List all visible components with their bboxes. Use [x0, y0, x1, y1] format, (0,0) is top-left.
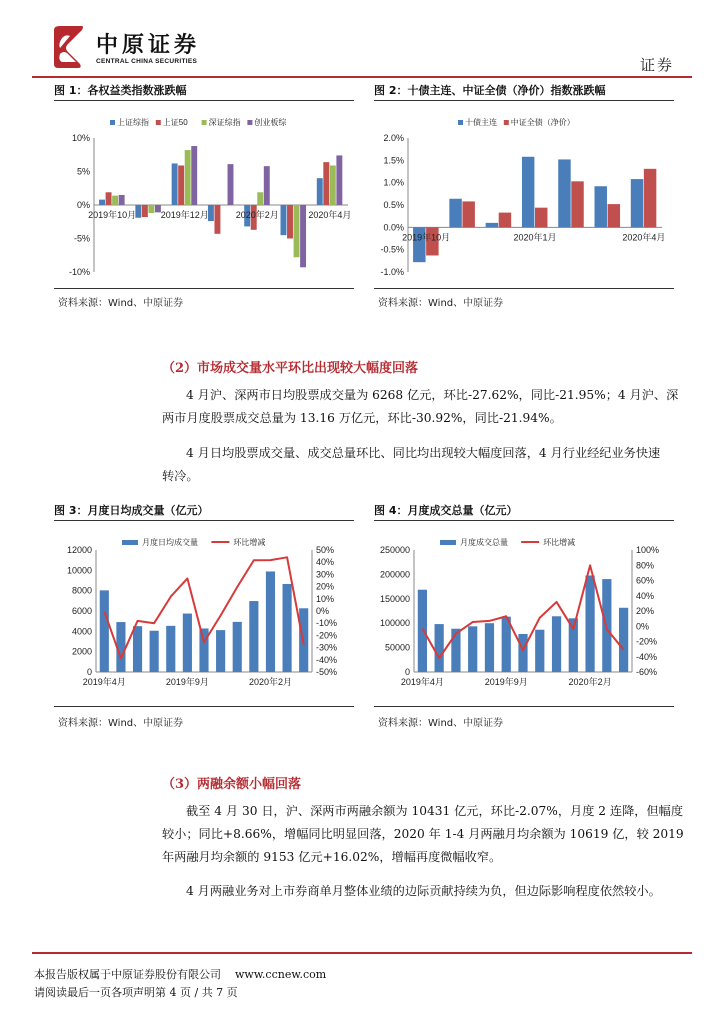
x-tick-fig4-1: 2019年9月	[484, 677, 528, 687]
y-tick-fig2-6: -1.0%	[380, 267, 404, 277]
x-tick-fig1-3: 2020年4月	[308, 210, 352, 220]
y-tick-left-fig4-5: 0	[404, 667, 410, 677]
x-tick-fig1-1: 2019年12月	[160, 210, 209, 220]
bar-fig1-深证综指-2019年10月	[112, 196, 118, 205]
y-tick-left-fig4-3: 100000	[379, 618, 410, 629]
x-tick-fig3-2: 2020年2月	[248, 677, 292, 687]
y-tick-right-fig3-4: 10%	[316, 593, 335, 604]
x-tick-fig4-0: 2019年4月	[400, 677, 444, 687]
bar-fig1-上证综指-2020年3月	[281, 205, 287, 235]
bar-fig1-创业板综-2020年3月	[300, 205, 306, 267]
y-tick-right-fig4-0: 100%	[636, 545, 660, 555]
legend-swatch-fig4-bar	[440, 540, 456, 545]
bar-fig4-2019年5月	[435, 624, 444, 672]
bar-fig1-创业板综-2019年10月	[119, 195, 125, 205]
bar-fig4-2019年10月	[518, 634, 527, 672]
bar-fig1-上证综指-2019年11月	[135, 205, 141, 218]
legend-swatch-fig3-bar	[122, 540, 138, 545]
legend-swatch-fig1-1	[156, 120, 161, 125]
bar-fig4-2019年12月	[552, 616, 561, 672]
y-tick-right-fig3-3: 20%	[316, 581, 335, 592]
fig1-source: 资料来源：Wind、中原证券	[58, 298, 184, 309]
bar-fig2-中证全债（净价）-2020年1月	[535, 208, 547, 228]
legend-label-fig3-line: 环比增减	[233, 538, 266, 547]
bar-fig2-中证全债（净价）-2020年3月	[608, 204, 620, 227]
y-tick-left-fig3-0: 12000	[66, 545, 92, 555]
fig2-title: 图 2：十债主连、中证全债（净价）指数涨跌幅	[374, 84, 606, 97]
section-label: 证券	[640, 56, 675, 74]
fig1-chart	[54, 104, 354, 284]
y-tick-right-fig4-7: -40%	[636, 651, 658, 662]
bar-fig3-2019年8月	[166, 626, 175, 672]
footer-rule	[32, 952, 692, 954]
legend-label-fig1-2: 深证综指	[208, 118, 241, 127]
y-tick-fig2-3: 0.5%	[383, 200, 404, 210]
x-tick-fig3-1: 2019年9月	[165, 677, 209, 687]
y-tick-left-fig3-2: 8000	[71, 585, 92, 596]
bar-fig3-2019年6月	[133, 626, 142, 672]
section3-p1-line2: 较小；同比+8.66%，增幅同比明显回落，2020 年 1-4 月两融月均余额为 10619 亿，较 2019	[162, 827, 684, 841]
company-logo	[48, 24, 88, 70]
bar-fig2-十债主连-2020年1月	[522, 157, 534, 228]
section2-heading: （2）市场成交量水平环比出现较大幅度回落	[162, 361, 419, 376]
y-tick-right-fig3-2: 30%	[316, 569, 335, 580]
y-tick-fig1-2: 0%	[76, 200, 90, 210]
bar-fig4-2019年4月	[418, 590, 427, 672]
fig3-source: 资料来源：Wind、中原证券	[58, 718, 184, 729]
bar-fig2-中证全债（净价）-2019年12月	[499, 213, 511, 228]
y-tick-left-fig3-4: 4000	[71, 626, 92, 637]
fig4-source: 资料来源：Wind、中原证券	[378, 718, 504, 729]
y-tick-fig1-1: 5%	[76, 166, 90, 177]
bar-fig2-中证全债（净价）-2020年4月	[644, 169, 656, 228]
legend-swatch-fig1-0	[110, 120, 115, 125]
bar-fig3-2019年7月	[150, 631, 159, 672]
bar-fig3-2019年11月	[216, 630, 225, 672]
y-tick-right-fig4-3: 40%	[636, 590, 655, 601]
y-tick-left-fig3-6: 0	[86, 667, 92, 677]
bar-fig4-2019年7月	[468, 626, 477, 672]
section2-paragraph-1	[162, 384, 692, 430]
bar-fig1-深证综指-2020年3月	[294, 205, 300, 257]
y-tick-right-fig3-10: -50%	[316, 667, 338, 677]
y-tick-fig2-2: 1.0%	[383, 177, 404, 188]
fig2-top-rule	[374, 100, 674, 101]
bar-fig2-十债主连-2019年11月	[449, 199, 461, 228]
y-tick-right-fig3-0: 50%	[316, 545, 335, 555]
bar-fig1-上证50-2020年3月	[287, 205, 293, 239]
bar-fig2-十债主连-2019年12月	[486, 223, 498, 227]
bar-fig1-创业板综-2019年12月	[191, 146, 197, 205]
legend-swatch-fig1-2	[202, 120, 207, 125]
bar-fig3-2019年10月	[199, 628, 208, 672]
fig3-title: 图 3：月度日均成交量（亿元）	[54, 504, 209, 517]
company-name-cn: 中原证券	[96, 32, 201, 58]
bar-fig4-2020年2月	[585, 575, 594, 672]
y-tick-left-fig3-3: 6000	[71, 606, 92, 616]
bar-fig1-上证50-2019年11月	[142, 205, 148, 217]
bar-fig4-2020年4月	[619, 608, 628, 672]
bar-fig3-2019年4月	[100, 590, 109, 672]
fig1-title: 图 1：各权益类指数涨跌幅	[54, 84, 187, 97]
y-tick-right-fig3-7: -20%	[316, 630, 338, 641]
fig4-title: 图 4：月度成交总量（亿元）	[374, 504, 518, 517]
legend-label-fig1-1: 上证50	[162, 118, 188, 127]
fig1-top-rule	[54, 100, 354, 101]
section2-p1-line2: 两市月度股票成交总量为 13.16 万亿元，环比-30.92%，同比-21.94%。	[162, 411, 562, 425]
legend-label-fig2-0: 十债主连	[465, 118, 497, 127]
section3-p1-line1: 截至 4 月 30 日，沪、深两市两融余额为 10431 亿元，环比-2.07%，月度 2 连降，但幅度	[186, 804, 684, 818]
x-tick-fig4-2: 2020年2月	[568, 677, 612, 687]
y-tick-right-fig3-1: 40%	[316, 557, 335, 568]
bar-fig1-创业板综-2020年4月	[336, 155, 342, 205]
fig1-bottom-rule	[54, 288, 354, 289]
bar-fig1-创业板综-2020年1月	[228, 164, 234, 205]
bar-fig4-2019年11月	[535, 630, 544, 672]
footer-page-info: 请阅读最后一页各项声明第 4 页 / 共 7 页	[34, 986, 238, 999]
bar-fig3-2020年1月	[249, 601, 258, 672]
y-tick-right-fig4-2: 60%	[636, 575, 655, 586]
legend-label-fig1-0: 上证综指	[117, 118, 149, 127]
y-tick-fig2-4: 0.0%	[383, 222, 404, 233]
bar-fig4-2019年8月	[485, 623, 494, 672]
section2-p1-line1: 4 月沪、深两市日均股票成交量为 6268 亿元，环比-27.62%，同比-21.95%；4 月沪、深	[186, 388, 679, 402]
bar-fig1-深证综指-2019年11月	[148, 205, 154, 213]
bar-fig1-创业板综-2020年2月	[264, 166, 270, 205]
y-tick-right-fig4-4: 20%	[636, 606, 655, 616]
legend-label-fig3-bar: 月度日均成交量	[142, 538, 198, 547]
y-tick-right-fig4-5: 0%	[636, 621, 650, 632]
bar-fig1-上证综指-2019年12月	[172, 163, 178, 205]
bar-fig1-上证50-2019年12月	[178, 165, 184, 205]
bar-fig3-2020年2月	[266, 571, 275, 672]
section2-p2-line1: 4 月日均股票成交量、成交总量环比、同比均出现较大幅度回落，4 月行业经纪业务快速	[186, 446, 661, 460]
y-tick-right-fig3-6: -10%	[316, 618, 338, 629]
bar-fig3-2020年3月	[283, 584, 292, 672]
y-tick-right-fig4-1: 80%	[636, 560, 655, 571]
x-tick-fig2-1: 2020年1月	[513, 232, 557, 243]
bar-fig2-十债主连-2020年4月	[631, 179, 643, 227]
bar-fig1-深证综指-2020年1月	[221, 205, 227, 206]
y-tick-left-fig3-5: 2000	[71, 646, 92, 657]
y-tick-left-fig3-1: 10000	[66, 565, 92, 576]
fig4-bottom-rule	[374, 706, 674, 707]
y-tick-fig1-0: 10%	[71, 133, 90, 143]
fig3-top-rule	[54, 520, 354, 521]
y-tick-right-fig3-9: -40%	[316, 654, 338, 665]
bar-fig1-深证综指-2020年4月	[330, 165, 336, 205]
y-tick-right-fig4-6: -20%	[636, 636, 658, 647]
section3-heading: （3）两融余额小幅回落	[162, 777, 302, 792]
y-tick-left-fig4-0: 250000	[379, 545, 410, 555]
x-tick-fig1-2: 2020年2月	[235, 210, 279, 220]
legend-label-fig4-line: 环比增减	[543, 538, 576, 547]
legend-label-fig4-bar: 月度成交总量	[460, 538, 508, 547]
legend-label-fig1-3: 创业板综	[254, 118, 287, 127]
y-tick-fig1-4: -10%	[68, 267, 90, 277]
fig3-chart	[54, 528, 354, 698]
section3-p1-line3: 年两融月均余额的 9153 亿元+16.02%，增幅再度微幅收窄。	[162, 850, 502, 864]
section3-p2-line1: 4 月两融业务对上市券商单月整体业绩的边际贡献持续为负，但边际影响程度依然较小。	[186, 884, 661, 898]
bar-fig1-上证综指-2020年4月	[317, 178, 323, 205]
bar-fig1-上证50-2019年10月	[106, 192, 112, 205]
bar-fig1-上证50-2020年1月	[214, 205, 220, 234]
fig4-top-rule	[374, 520, 674, 521]
x-tick-fig2-0: 2019年10月	[402, 232, 451, 243]
fig2-bottom-rule	[374, 288, 674, 289]
bar-fig2-中证全债（净价）-2020年2月	[571, 181, 583, 227]
legend-swatch-fig2-0	[458, 120, 463, 125]
bar-fig3-2019年12月	[233, 622, 242, 672]
bar-fig1-深证综指-2019年12月	[185, 150, 191, 205]
y-tick-fig2-1: 1.5%	[383, 155, 404, 166]
y-tick-fig2-5: -0.5%	[380, 244, 404, 255]
fig2-source: 资料来源：Wind、中原证券	[378, 298, 504, 309]
y-tick-left-fig4-4: 50000	[384, 642, 410, 653]
bar-fig1-上证50-2020年4月	[323, 162, 329, 205]
bar-fig3-2019年9月	[183, 614, 192, 672]
bar-fig2-中证全债（净价）-2019年11月	[462, 201, 474, 227]
bar-fig1-上证综指-2020年1月	[208, 205, 214, 221]
x-tick-fig1-0: 2019年10月	[88, 210, 137, 220]
x-tick-fig3-0: 2019年4月	[82, 677, 126, 687]
footer-copyright: 本报告版权属于中原证券股份有限公司 www.ccnew.com	[34, 968, 327, 981]
section2-p2-line2: 转冷。	[162, 469, 199, 483]
legend-swatch-fig2-1	[504, 120, 509, 125]
y-tick-right-fig4-8: -60%	[636, 667, 658, 677]
y-tick-right-fig3-5: 0%	[316, 606, 330, 616]
y-tick-left-fig4-1: 200000	[379, 569, 410, 580]
fig4-chart	[374, 528, 674, 698]
company-name-en: CENTRAL CHINA SECURITIES	[96, 58, 198, 65]
y-tick-fig2-0: 2.0%	[383, 133, 404, 143]
legend-label-fig2-1: 中证全债（净价）	[510, 118, 575, 127]
bar-fig1-上证综指-2019年10月	[99, 200, 105, 205]
legend-swatch-fig1-3	[247, 120, 252, 125]
y-tick-fig1-3: -5%	[73, 233, 90, 244]
x-tick-fig2-2: 2020年4月	[622, 232, 666, 243]
y-tick-right-fig3-8: -30%	[316, 642, 338, 653]
fig3-bottom-rule	[54, 706, 354, 707]
bar-fig1-深证综指-2020年2月	[257, 192, 263, 205]
section3-paragraph-1	[162, 800, 692, 869]
section2-paragraph-2	[162, 442, 692, 488]
section3-paragraph-2	[162, 880, 692, 903]
y-tick-left-fig4-2: 150000	[379, 593, 410, 604]
bar-fig2-十债主连-2020年3月	[595, 186, 607, 227]
fig2-chart	[374, 104, 674, 284]
bar-fig2-十债主连-2020年2月	[558, 159, 570, 227]
header-rule	[32, 76, 692, 78]
